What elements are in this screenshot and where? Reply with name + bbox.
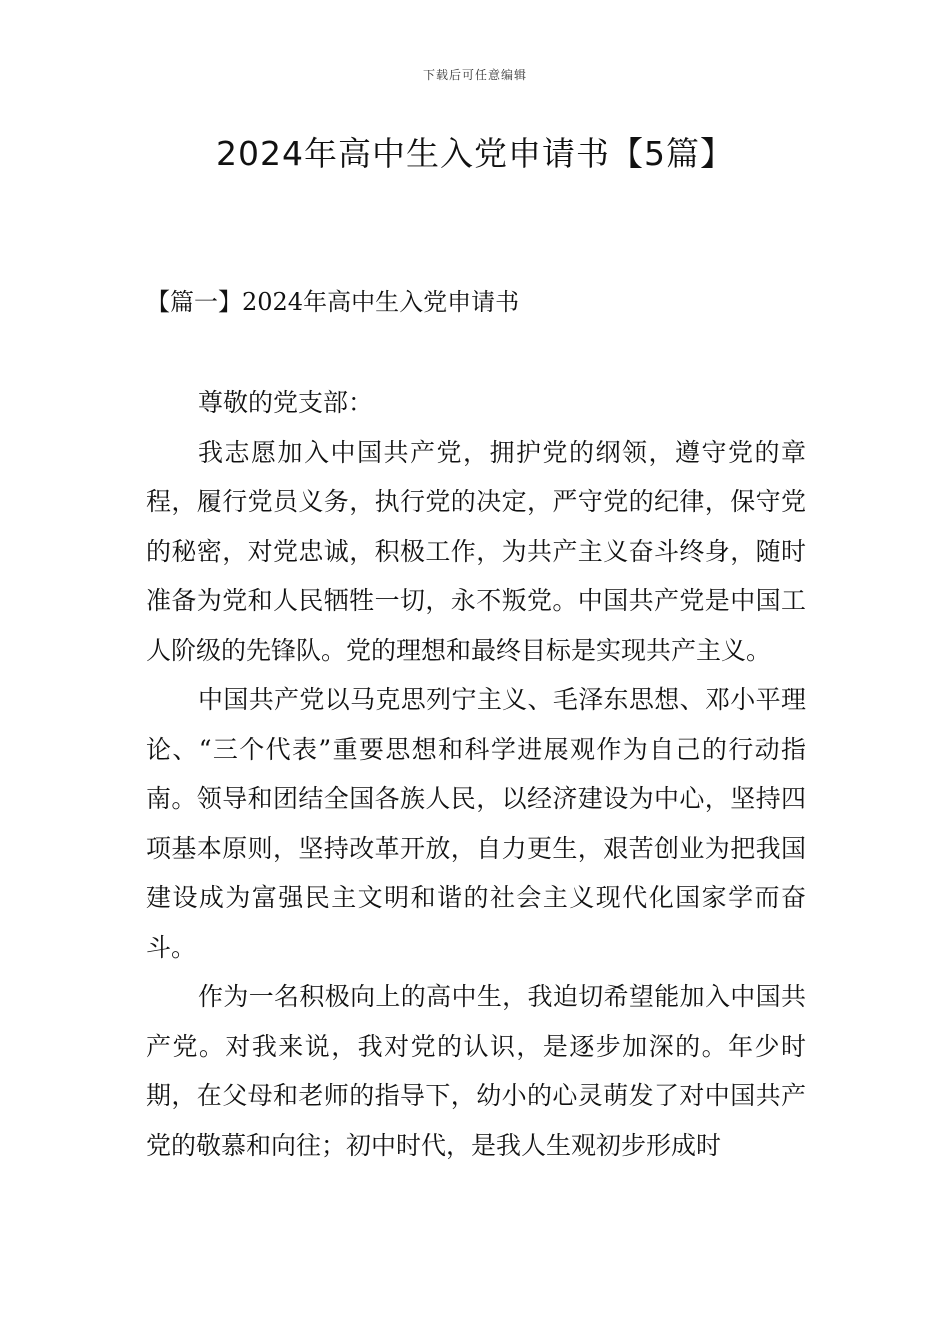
salutation: 尊敬的党支部： [198,388,374,417]
paragraph: 中国共产党以马克思列宁主义、毛泽东思想、邓小平理论、“三个代表”重要思想和科学进展观作为自己的行动指南。领导和团结全国各族人民，以经济建设为中心，坚持四项基本原则，坚持改革开放，自力更生，艰苦创业为把我国建设成为富强民主文明和谐的社会主义现代化国家学而奋斗。 [146,685,806,962]
paragraph: 作为一名积极向上的高中生，我迫切希望能加入中国共产党。对我来说，我对党的认识，是逐步加深的。年少时期，在父母和老师的指导下，幼小的心灵萌发了对中国共产党的敬慕和向往；初中时代，是我人生观初步形成时 [146,982,806,1160]
paragraph: 我志愿加入中国共产党，拥护党的纲领，遵守党的章程，履行党员义务，执行党的决定，严守党的纪律，保守党的秘密，对党忠诚，积极工作，为共产主义奋斗终身，随时准备为党和人民牺牲一切，永不叛党。中国共产党是中国工人阶级的先锋队。党的理想和最终目标是实现共产主义。 [146,437,806,665]
document-title: 2024年高中生入党申请书【5篇】 [216,134,734,173]
header-note: 下载后可任意编辑 [422,68,527,82]
section-heading: 【篇一】2024年高中生入党申请书 [146,288,520,316]
letter-body [146,378,806,1170]
